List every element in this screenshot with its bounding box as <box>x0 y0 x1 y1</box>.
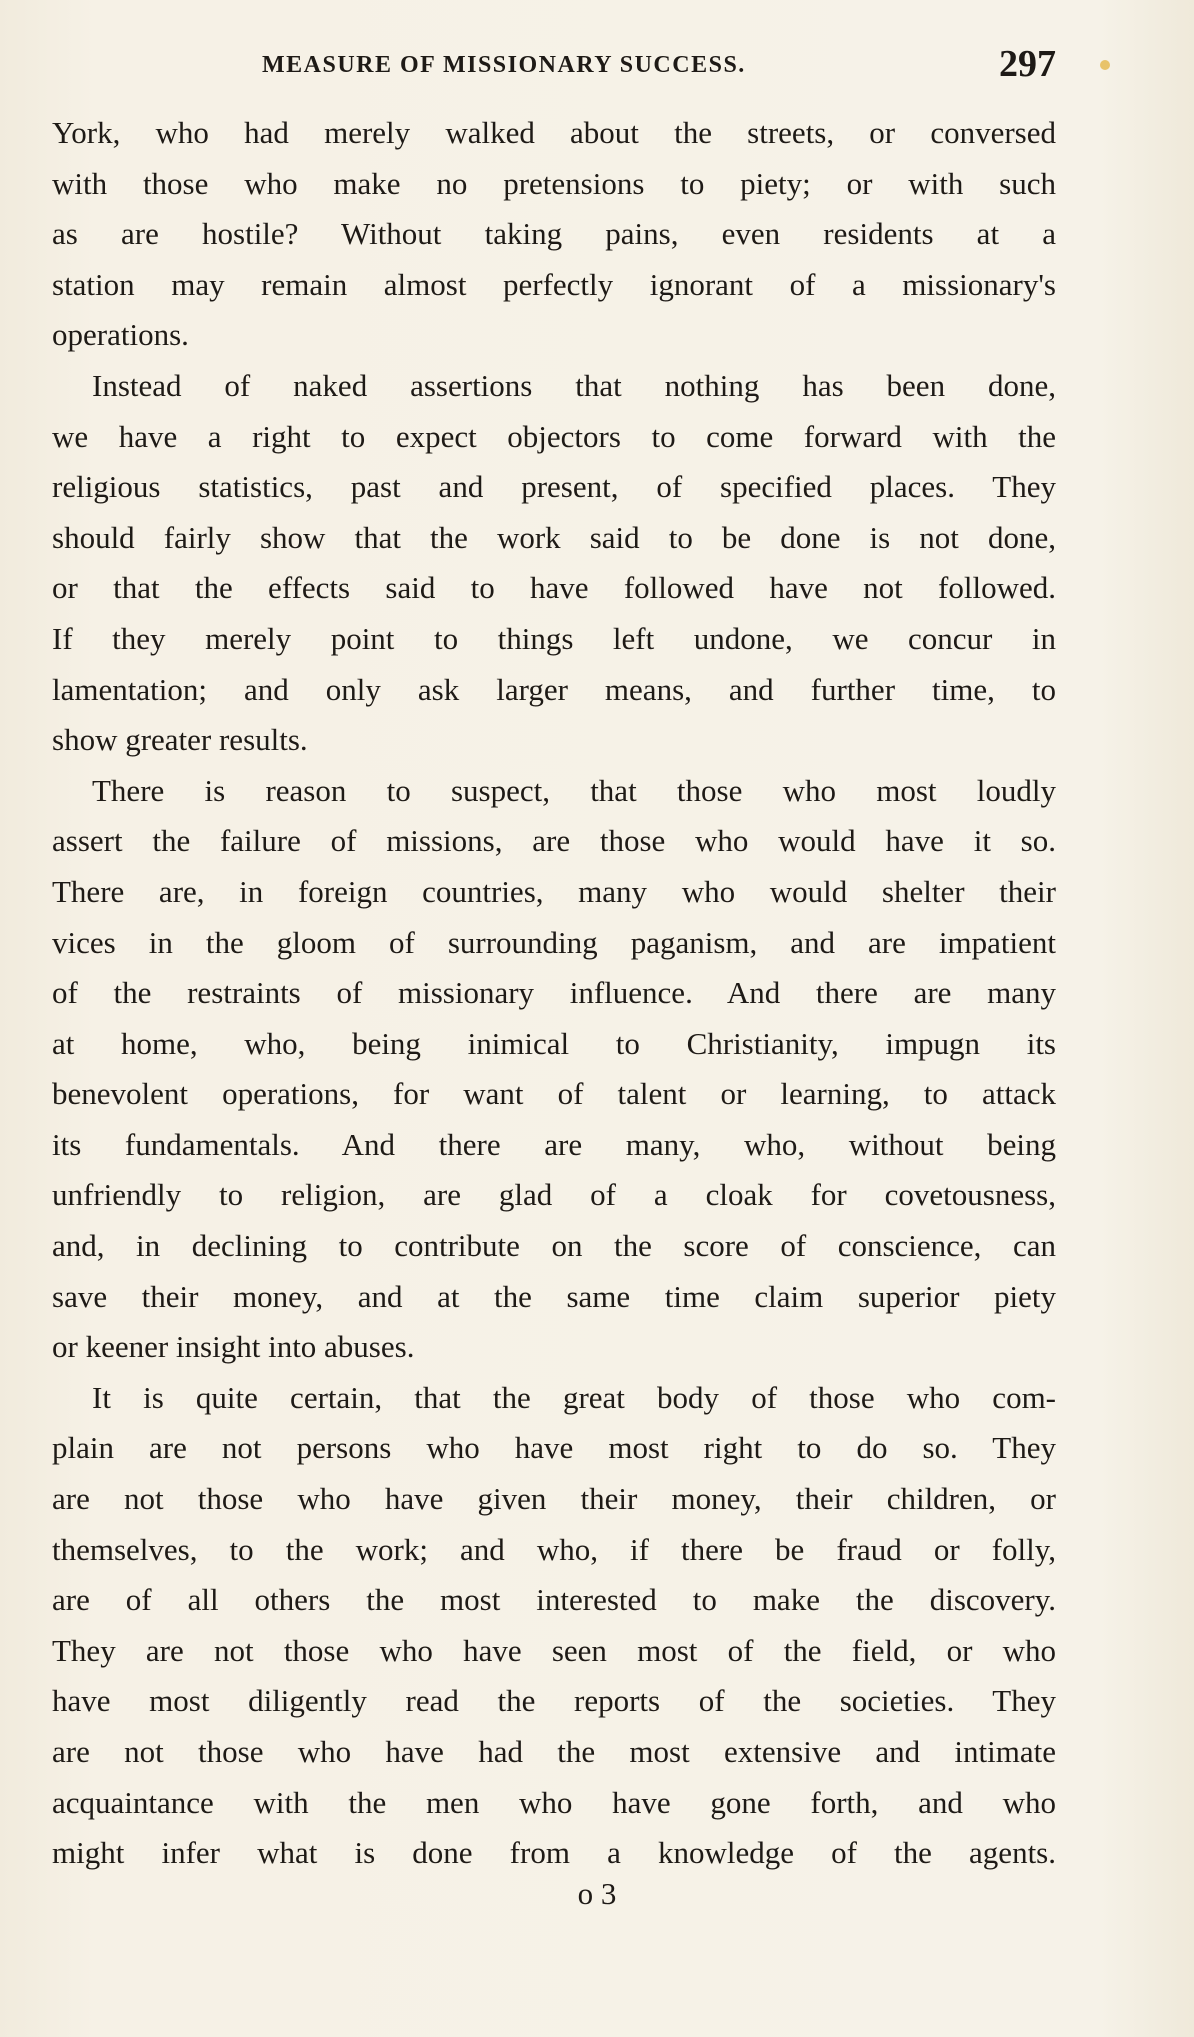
text-line: station may remain almost perfectly ignorant of a missionary's <box>52 266 1056 302</box>
page-number: 297 <box>999 43 1056 85</box>
text-line: acquaintance with the men who have gone forth, and who <box>52 1784 1056 1820</box>
text-line: show greater results. <box>52 722 308 758</box>
running-title: MEASURE OF MISSIONARY SUCCESS. <box>262 52 746 78</box>
ink-spot <box>1100 60 1110 70</box>
text-line: with those who make no pretensions to piety; or with such <box>52 165 1056 201</box>
text-line: save their money, and at the same time claim superior piety <box>52 1278 1056 1314</box>
text-line: of the restraints of missionary influence. And there are many <box>52 975 1056 1011</box>
signature-mark: o 3 <box>577 1876 617 1911</box>
text-line: should fairly show that the work said to be done is not done, <box>52 519 1056 555</box>
text-line: its fundamentals. And there are many, who, without being <box>52 1126 1056 1162</box>
text-line: religious statistics, past and present, of specified places. They <box>52 469 1056 505</box>
text-line: There is reason to suspect, that those who most loudly <box>92 772 1056 808</box>
text-line: lamentation; and only ask larger means, and further time, to <box>52 671 1056 707</box>
text-line: They are not those who have seen most of the field, or who <box>52 1632 1056 1668</box>
text-line: have most diligently read the reports of the societies. They <box>52 1683 1056 1719</box>
text-line: vices in the gloom of surrounding paganism, and are impatient <box>52 924 1056 960</box>
text-line: themselves, to the work; and who, if there be fraud or folly, <box>52 1531 1056 1567</box>
text-line: unfriendly to religion, are glad of a cloak for covetousness, <box>52 1177 1056 1213</box>
text-line: If they merely point to things left undone, we concur in <box>52 620 1056 656</box>
text-line: are not those who have given their money, their children, or <box>52 1481 1056 1517</box>
body-text <box>52 108 1056 1879</box>
text-line: operations. <box>52 317 189 353</box>
text-line: might infer what is done from a knowledge of the agents. <box>52 1835 1056 1871</box>
text-line: York, who had merely walked about the streets, or conversed <box>52 115 1056 150</box>
text-line: as are hostile? Without taking pains, even residents at a <box>52 216 1056 252</box>
text-line: are not those who have had the most extensive and intimate <box>52 1734 1056 1769</box>
text-line: at home, who, being inimical to Christianity, impugn its <box>52 1025 1056 1061</box>
text-line: or keener insight into abuses. <box>52 1329 415 1365</box>
text-line: There are, in foreign countries, many who would shelter their <box>52 873 1056 909</box>
text-line: we have a right to expect objectors to come forward with the <box>52 418 1056 454</box>
text-line: assert the failure of missions, are those who would have it so. <box>52 823 1056 859</box>
text-line: Instead of naked assertions that nothing has been done, <box>92 367 1056 403</box>
text-line: benevolent operations, for want of talent or learning, to attack <box>52 1076 1056 1112</box>
text-line: are of all others the most interested to make the discovery. <box>52 1582 1056 1618</box>
text-line: plain are not persons who have most right to do so. They <box>52 1430 1056 1466</box>
text-line: or that the effects said to have followed have not followed. <box>52 570 1056 606</box>
running-head <box>52 44 1056 94</box>
text-line: It is quite certain, that the great body of those who com- <box>92 1379 1056 1415</box>
text-line: and, in declining to contribute on the score of conscience, can <box>52 1228 1056 1264</box>
